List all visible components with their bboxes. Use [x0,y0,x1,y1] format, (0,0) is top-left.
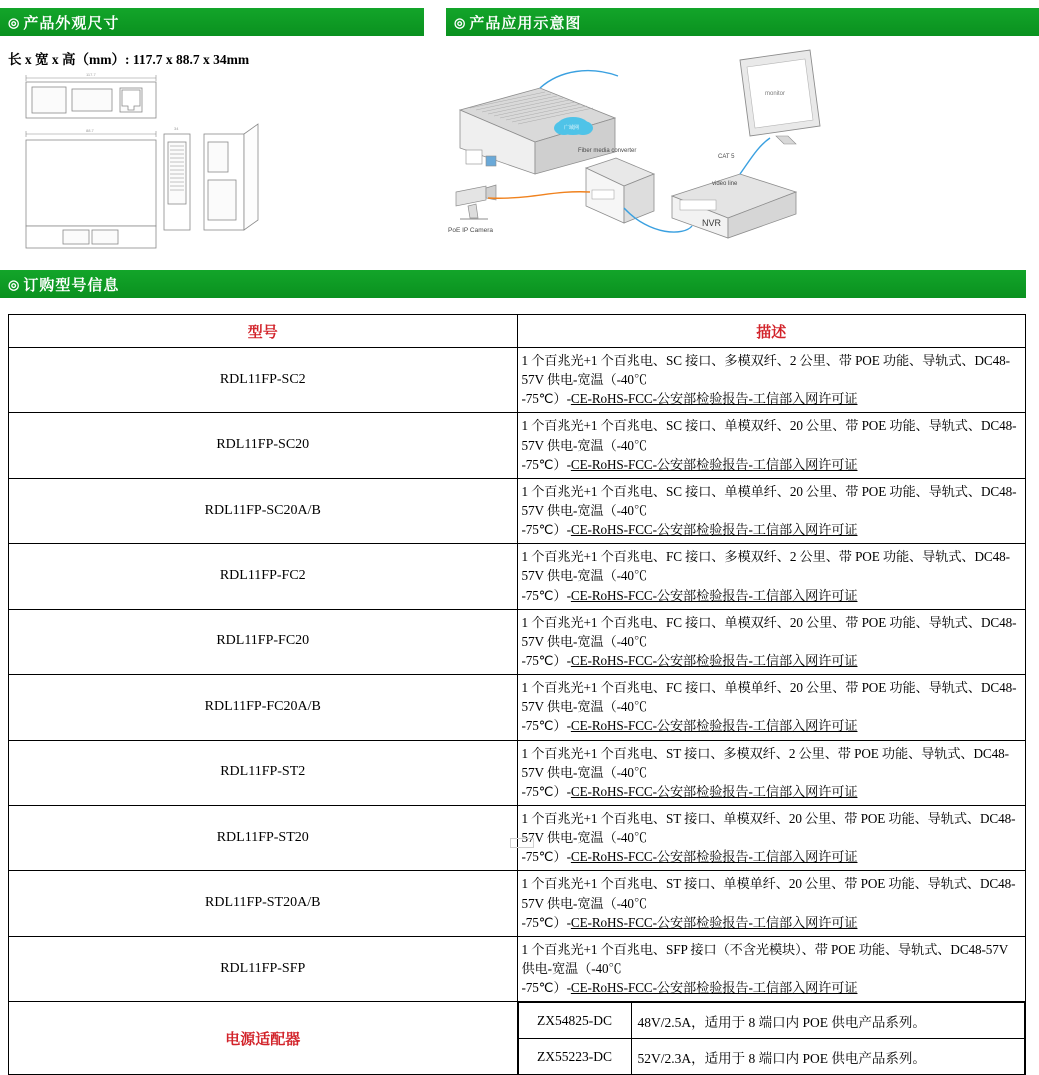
section-header-dimensions [0,8,424,36]
desc-line-2: -75℃）-CE-RoHS-FCC-公安部检验报告-工信部入网许可证 [521,914,858,930]
table-row [9,871,1026,936]
section-header-order [0,270,1026,298]
desc-line-2: -75℃）-CE-RoHS-FCC-公安部检验报告-工信部入网许可证 [521,587,858,603]
cell-model: RDL11FP-SC20A/B [9,478,518,543]
cell-model: RDL11FP-FC2 [9,544,518,609]
svg-text:34: 34 [174,126,179,131]
cell-power-adapter-items [517,1002,1026,1075]
cell-model: RDL11FP-FC20 [9,609,518,674]
table-row [9,413,1026,478]
desc-line-1: 1 个百兆光+1 个百兆电、SC 接口、多模双纤、2 公里、带 POE 功能、导轨式、DC48-57V 供电-宽温（-40℃ [521,353,1010,388]
cell-desc [517,544,1026,609]
cell-adapter-model: ZX55223-DC [518,1039,631,1075]
table-header-row [9,315,1026,348]
col-header-model: 型号 [9,315,518,348]
dimension-text: 长 x 宽 x 高（mm）: 117.7 x 88.7 x 34mm [8,52,250,67]
table-row [9,348,1026,413]
section-title-dimensions: 产品外观尺寸 [23,14,120,32]
section-title-order: 订购型号信息 [23,276,120,294]
desc-line-1: 1 个百兆光+1 个百兆电、FC 接口、单模单纤、20 公里、带 POE 功能、导轨式、DC48-57V 供电-宽温（-40℃ [521,680,1017,715]
cell-desc [517,609,1026,674]
cell-desc [517,413,1026,478]
desc-line-1: 1 个百兆光+1 个百兆电、FC 接口、多模双纤、2 公里、带 POE 功能、导轨式、DC48-57V 供电-宽温（-40℃ [521,549,1010,584]
cell-adapter-model: ZX54825-DC [518,1003,631,1039]
cell-model: RDL11FP-SFP [9,936,518,1001]
table-row [9,740,1026,805]
cell-model: RDL11FP-ST2 [9,740,518,805]
mechanical-drawing [8,72,428,252]
table-row [9,675,1026,740]
cell-adapter-desc: 52V/2.3A，适用于 8 端口内 POE 供电产品系列。 [631,1039,1025,1075]
svg-text:117.7: 117.7 [86,72,96,77]
col-header-desc: 描述 [517,315,1026,348]
cell-desc [517,936,1026,1001]
diamond-icon: ◎ [8,276,20,292]
cell-desc [517,348,1026,413]
adapter-row [518,1039,1025,1075]
order-info-table [8,314,1026,1075]
cell-adapter-desc: 48V/2.5A，适用于 8 端口内 POE 供电产品系列。 [631,1003,1025,1039]
table-row [9,544,1026,609]
label-fiber-media-converter: Fiber media converter [578,148,637,154]
table-row [9,609,1026,674]
desc-line-2: -75℃）-CE-RoHS-FCC-公安部检验报告-工信部入网许可证 [521,849,858,865]
cell-model: RDL11FP-ST20A/B [9,871,518,936]
desc-line-2: -75℃）-CE-RoHS-FCC-公安部检验报告-工信部入网许可证 [521,652,858,668]
cell-desc [517,805,1026,870]
desc-line-2: -75℃）-CE-RoHS-FCC-公安部检验报告-工信部入网许可证 [521,522,858,538]
desc-line-1: 1 个百兆光+1 个百兆电、FC 接口、单模双纤、20 公里、带 POE 功能、导轨式、DC48-57V 供电-宽温（-40℃ [521,614,1017,649]
cell-model: RDL11FP-SC2 [9,348,518,413]
svg-text:广域网: 广域网 [564,125,580,131]
diamond-icon: ◎ [454,14,466,30]
cell-model: RDL11FP-SC20 [9,413,518,478]
label-nvr: NVR [702,218,722,228]
desc-line-1: 1 个百兆光+1 个百兆电、SC 接口、单模单纤、20 公里、带 POE 功能、导轨式、DC48-57V 供电-宽温（-40℃ [521,483,1017,518]
cell-desc [517,675,1026,740]
table-row [9,478,1026,543]
desc-line-2: -75℃）-CE-RoHS-FCC-公安部检验报告-工信部入网许可证 [521,783,858,799]
desc-line-2: -75℃）-CE-RoHS-FCC-公安部检验报告-工信部入网许可证 [521,718,858,734]
cell-desc [517,871,1026,936]
desc-line-1: 1 个百兆光+1 个百兆电、SFP 接口（不含光模块）、带 POE 功能、导轨式、DC48-57V 供电-宽温（-40℃ [521,941,1008,976]
desc-line-1: 1 个百兆光+1 个百兆电、ST 接口、多模双纤、2 公里、带 POE 功能、导轨式、DC48-57V 供电-宽温（-40℃ [521,745,1009,780]
desc-line-1: 1 个百兆光+1 个百兆电、ST 接口、单模双纤、20 公里、带 POE 功能、导轨式、DC48-57V 供电-宽温（-40℃ [521,810,1016,846]
table-row [9,936,1026,1001]
label-poe-ip-camera: PoE IP Camera [448,227,494,234]
adapter-row [518,1003,1025,1039]
cell-model: RDL11FP-ST20 [9,805,518,870]
page-footer-mark [510,838,534,848]
diamond-icon: ◎ [8,14,20,30]
desc-line-2: -75℃）-CE-RoHS-FCC-公安部检验报告-工信部入网许可证 [521,980,858,996]
label-cat5: CAT 5 [718,154,735,160]
cell-desc [517,478,1026,543]
desc-line-2: -75℃）-CE-RoHS-FCC-公安部检验报告-工信部入网许可证 [521,456,858,472]
label-monitor: monitor [765,91,786,97]
section-header-application [446,8,1039,36]
section-title-application: 产品应用示意图 [469,14,582,32]
cell-desc [517,740,1026,805]
cell-power-adapter-label: 电源适配器 [9,1002,518,1075]
desc-line-1: 1 个百兆光+1 个百兆电、SC 接口、单模双纤、20 公里、带 POE 功能、导轨式、DC48-57V 供电-宽温（-40℃ [521,418,1017,453]
desc-line-1: 1 个百兆光+1 个百兆电、ST 接口、单模单纤、20 公里、带 POE 功能、导轨式、DC48-57V 供电-宽温（-40℃ [521,876,1016,911]
table-row-power-adapter [9,1002,1026,1075]
label-video-line: video line [712,181,738,187]
svg-text:88.7: 88.7 [86,128,94,133]
cell-model: RDL11FP-FC20A/B [9,675,518,740]
application-diagram [440,40,1030,255]
desc-line-2: -75℃）-CE-RoHS-FCC-公安部检验报告-工信部入网许可证 [521,391,858,407]
